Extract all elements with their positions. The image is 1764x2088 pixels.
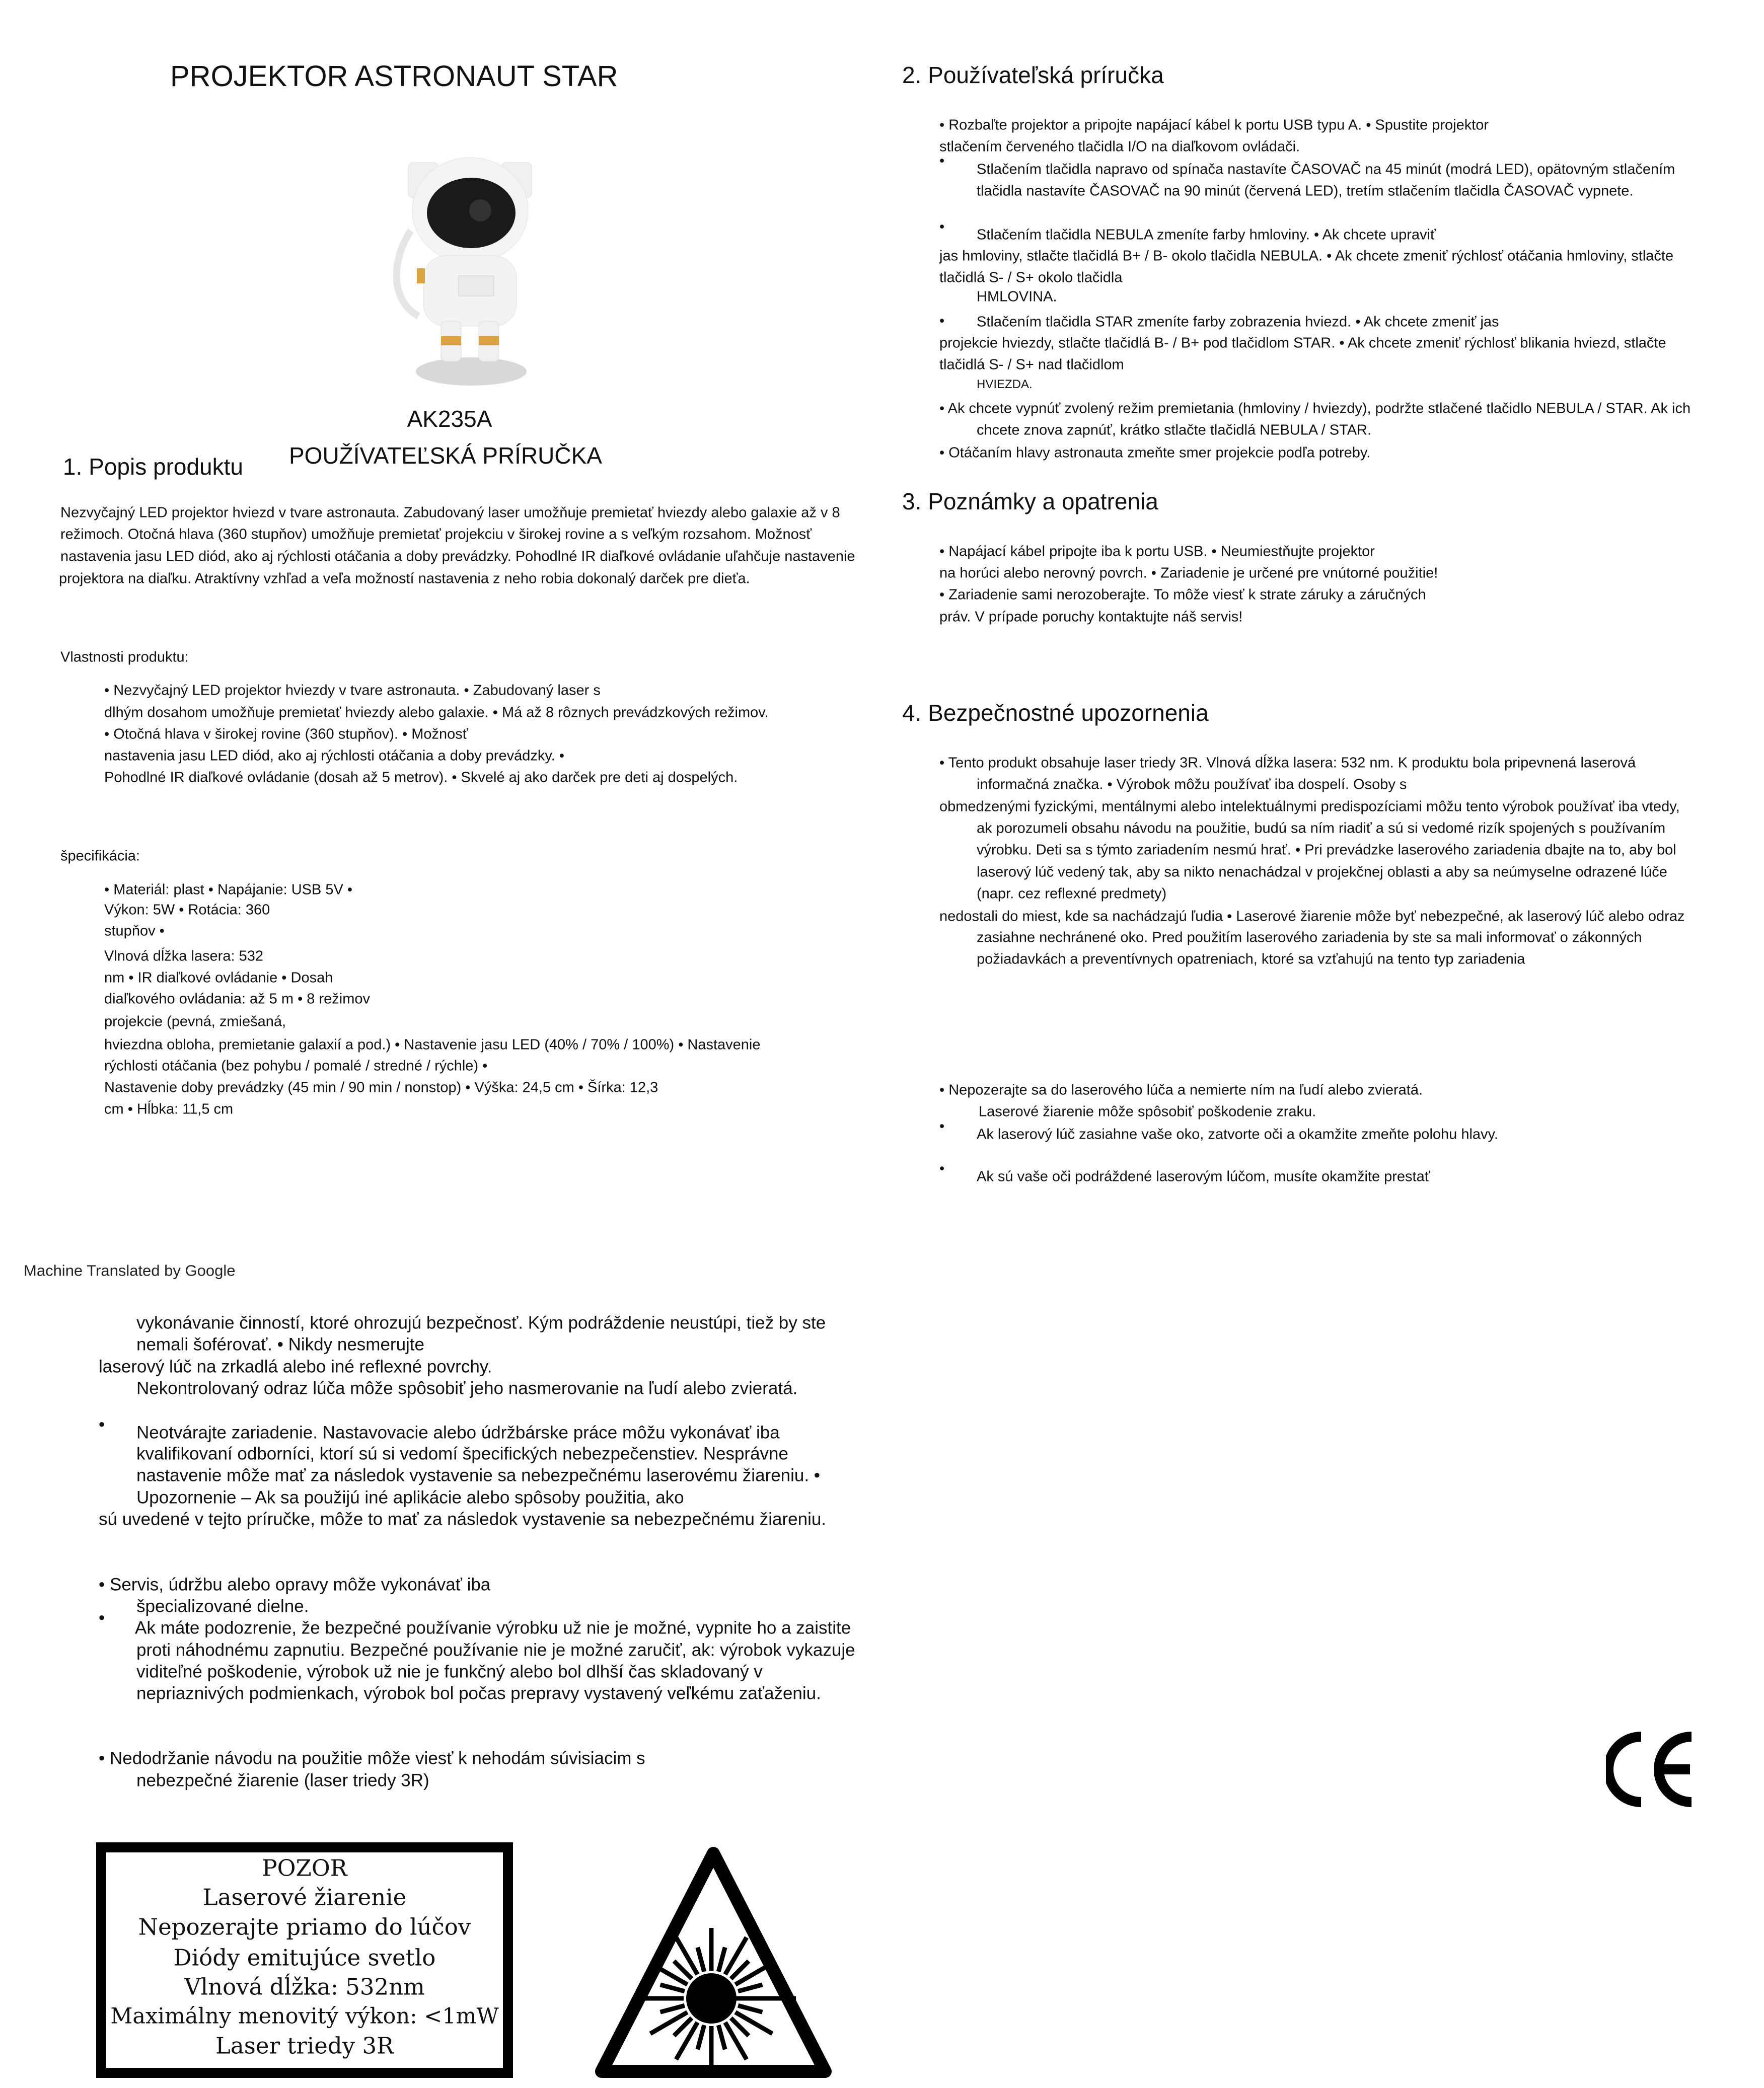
text-line: projektora na diaľku. Atraktívny vzhľad a veľa možností nastavenia z neho robia dokonalý darček pre dieťa.	[59, 570, 750, 587]
text-line: nastavenia jasu LED diód, ako aj rýchlosti otáčania a doby prevádzky. Pohodlné IR diaľkové ovládanie uľahčuje nastavenie	[60, 548, 855, 565]
list-item: Vlnová dĺžka lasera: 532	[104, 948, 263, 964]
list-item: • Nezvyčajný LED projektor hviezdy v tvare astronauta. • Zabudovaný laser s	[104, 682, 601, 699]
list-item: výrobku. Deti sa s týmto zariadením nesmú hrať. • Pri prevádzke laserového zariadenia dbajte na to, aby bol	[977, 842, 1676, 858]
ce-mark-icon	[1606, 1732, 1697, 1807]
list-item: nastavenia jasu LED diód, ako aj rýchlosti otáčania a doby prevádzky. •	[104, 748, 564, 764]
list-item: jas hmloviny, stlačte tlačidlá B+ / B- okolo tlačidla NEBULA. • Ak chcete zmeniť rýchlosť otáčania hmloviny, stlačte	[939, 248, 1674, 264]
list-item: Laserové žiarenie môže spôsobiť poškodenie zraku.	[979, 1103, 1316, 1120]
text-line: Nezvyčajný LED projektor hviezd v tvare astronauta. Zabudovaný laser umožňuje premietať hviezdy alebo galaxie až v 8	[60, 504, 840, 521]
model-number: AK235A	[407, 406, 492, 432]
list-item: vykonávanie činností, ktoré ohrozujú bezpečnosť. Kým podráždenie neustúpi, tiež by ste	[136, 1313, 826, 1333]
list-item: HMLOVINA.	[977, 288, 1057, 305]
section-heading-user-guide: 2. Používateľská príručka	[902, 62, 1164, 88]
list-item: Ak máte podozrenie, že bezpečné používanie výrobku už nie je možné, vypnite ho a zaistite	[135, 1618, 851, 1638]
list-item: laserový lúč na zrkadlá alebo iné reflexné povrchy.	[99, 1357, 492, 1377]
laser-hazard-icon	[595, 1842, 832, 2080]
list-item: tlačidlá S- / S+ okolo tlačidla	[939, 269, 1123, 286]
machine-translated-notice: Machine Translated by Google	[24, 1261, 236, 1280]
list-item: dlhým dosahom umožňuje premietať hviezdy alebo galaxie. • Má až 8 rôznych prevádzkových režimov.	[104, 704, 769, 721]
warning-line: Vlnová dĺžka: 532nm	[184, 1973, 425, 2000]
list-item: Stlačením tlačidla napravo od spínača nastavíte ČASOVAČ na 45 minút (modrá LED), opätovným stlačením	[977, 161, 1675, 178]
list-item: stupňov •	[104, 923, 165, 939]
list-item: • Nedodržanie návodu na použitie môže viesť k nehodám súvisiacim s	[99, 1748, 645, 1768]
list-item: projekcie hviezdy, stlačte tlačidlá B- / B+ pod tlačidlom STAR. • Ak chcete zmeniť rýchlosť blikania hviezd, stlačte	[939, 335, 1666, 351]
list-item: nemali šoférovať. • Nikdy nesmerujte	[136, 1334, 424, 1355]
list-item: • Otáčaním hlavy astronauta zmeňte smer projekcie podľa potreby.	[939, 444, 1371, 461]
list-item: Stlačením tlačidla NEBULA zmeníte farby hmloviny. • Ak chcete upraviť	[977, 227, 1436, 243]
laser-ray	[718, 1948, 725, 1972]
list-item: • Zariadenie sami nerozoberajte. To môže viesť k strate záruky a záručných	[939, 586, 1426, 603]
laser-ray	[660, 1985, 685, 1991]
warning-line: Diódy emitujúce svetlo	[173, 1944, 436, 1971]
list-item: nastavenie môže mať za následok vystavenie sa nebezpečnému laserovému žiareniu. •	[136, 1465, 821, 1485]
list-item: tlačidlá S- / S+ nad tlačidlom	[939, 356, 1124, 373]
list-item: • Napájací kábel pripojte iba k portu USB. • Neumiestňujte projektor	[939, 543, 1375, 560]
warning-line: Laserové žiarenie	[202, 1884, 407, 1911]
list-item: chcete znova zapnúť, krátko stlačte tlačidlá NEBULA / STAR.	[977, 422, 1372, 438]
list-item: Upozornenie – Ak sa použijú iné aplikácie alebo spôsoby použitia, ako	[136, 1487, 684, 1508]
list-item: laserový lúč vedený tak, aby sa nikto nenachádzal v projekčnej oblasti a aby sa neúmyselne odrazené lúče	[977, 864, 1667, 880]
list-item: stlačením červeného tlačidla I/O na diaľkovom ovládači.	[939, 138, 1300, 155]
section-heading-safety: 4. Bezpečnostné upozornenia	[902, 700, 1209, 726]
specification-label: špecifikácia:	[60, 848, 140, 864]
warning-line: Maximálny menovitý výkon: <1mW	[110, 2003, 499, 2029]
manual-subtitle: POUŽÍVATEĽSKÁ PRÍRUČKA	[289, 442, 602, 469]
section-heading-product-description: 1. Popis produktu	[63, 454, 244, 480]
list-item: rýchlosti otáčania (bez pohybu / pomalé / stredné / rýchle) •	[104, 1058, 488, 1074]
document-title: PROJEKTOR ASTRONAUT STAR	[170, 60, 618, 93]
list-item: obmedzenými fyzickými, mentálnymi alebo intelektuálnymi predispozíciami môžu tento výrobok používať iba vtedy,	[939, 798, 1680, 815]
list-item: informačná značka. • Výrobok môžu používať iba dospelí. Osoby s	[977, 776, 1407, 793]
list-item: tlačidla nastavíte ČASOVAČ na 90 minút (červená LED), tretím stlačením tlačidla ČASOVAČ vypnete.	[977, 183, 1634, 199]
bullet: •	[939, 218, 945, 235]
section-heading-notes: 3. Poznámky a opatrenia	[902, 488, 1158, 514]
astronaut-product-image	[371, 150, 568, 393]
bullet: •	[99, 1608, 105, 1628]
warning-line: POZOR	[262, 1854, 347, 1882]
list-item: projekcie (pevná, zmiešaná,	[104, 1013, 286, 1030]
list-item: proti náhodnému zapnutiu. Bezpečné používanie nie je možné zaručiť, ak: výrobok vykazuje	[136, 1640, 855, 1660]
list-item: Ak laserový lúč zasiahne vaše oko, zatvorte oči a okamžite zmeňte polohu hlavy.	[977, 1126, 1498, 1143]
list-item: Výkon: 5W • Rotácia: 360	[104, 902, 270, 918]
warning-line: Nepozerajte priamo do lúčov	[138, 1913, 471, 1941]
bullet: •	[99, 1414, 105, 1435]
laser-ray	[698, 2025, 704, 2049]
laser-warning-label	[96, 1842, 513, 2078]
list-item: zasiahne nechránené oko. Pred použitím laserového zariadenia by ste sa mali informovať o zákonných	[977, 929, 1642, 946]
list-item: • Tento produkt obsahuje laser triedy 3R. Vlnová dĺžka lasera: 532 nm. K produktu bola pripevnená laserová	[939, 755, 1636, 771]
list-item: Neotvárajte zariadenie. Nastavovacie alebo údržbárske práce môžu vykonávať iba	[136, 1423, 780, 1443]
list-item: cm • Hĺbka: 11,5 cm	[104, 1101, 234, 1117]
bullet: •	[939, 153, 945, 169]
list-item: • Otočná hlava v širokej rovine (360 stupňov). • Možnosť	[104, 726, 468, 742]
list-item: • Servis, údržbu alebo opravy môže vykonávať iba	[99, 1575, 491, 1595]
list-item: práv. V prípade poruchy kontaktujte náš servis!	[939, 609, 1243, 625]
bullet: •	[939, 313, 945, 329]
warning-line: Laser triedy 3R	[215, 2032, 394, 2059]
list-item: Pohodlné IR diaľkové ovládanie (dosah až 5 metrov). • Skvelé aj ako darček pre deti aj dospelých.	[104, 769, 738, 786]
laser-ray	[718, 2025, 725, 2049]
list-item: nebezpečné žiarenie (laser triedy 3R)	[136, 1770, 429, 1791]
list-item: nm • IR diaľkové ovládanie • Dosah	[104, 970, 333, 986]
list-item: viditeľné poškodenie, výrobok už nie je funkčný alebo bol dlhší čas skladovaný v	[136, 1662, 763, 1682]
bullet: •	[939, 1160, 945, 1177]
list-item: HVIEZDA.	[977, 378, 1033, 391]
list-item: špecializované dielne.	[136, 1596, 309, 1616]
features-label: Vlastnosti produktu:	[60, 649, 189, 665]
list-item: Ak sú vaše oči podráždené laserovým lúčom, musíte okamžite prestať	[977, 1168, 1430, 1185]
laser-ray	[660, 2005, 685, 2012]
list-item: na horúci alebo nerovný povrch. • Zariadenie je určené pre vnútorné použitie!	[939, 565, 1438, 581]
list-item: sú uvedené v tejto príručke, môže to mať za následok vystavenie sa nebezpečnému žiareniu.	[99, 1509, 827, 1529]
list-item: • Rozbaľte projektor a pripojte napájací kábel k portu USB typu A. • Spustite projektor	[939, 117, 1489, 133]
list-item: nedostali do miest, kde sa nachádzajú ľudia • Laserové žiarenie môže byť nebezpečné, ak laserový lúč alebo odraz	[939, 908, 1685, 925]
laser-ray	[738, 1985, 762, 1991]
list-item: nepriaznivých podmienkach, výrobok bol počas prepravy vystavený veľkému zaťaženiu.	[136, 1683, 821, 1703]
bullet: •	[939, 1118, 945, 1135]
text-line: režimoch. Otočná hlava (360 stupňov) umožňuje premietať projekciu v širokej rovine a s veľkým rozsahom. Možnosť	[60, 526, 812, 543]
list-item: (napr. cez reflexné predmety)	[977, 885, 1167, 902]
list-item: hviezdna obloha, premietanie galaxií a pod.) • Nastavenie jasu LED (40% / 70% / 100%) • Nastavenie	[104, 1036, 761, 1053]
laser-ray	[698, 1948, 704, 1972]
list-item: Stlačením tlačidla STAR zmeníte farby zobrazenia hviezd. • Ak chcete zmeniť jas	[977, 314, 1499, 330]
list-item: Nekontrolovaný odraz lúča môže spôsobiť jeho nasmerovanie na ľudí alebo zvieratá.	[136, 1378, 798, 1398]
list-item: Nastavenie doby prevádzky (45 min / 90 min / nonstop) • Výška: 24,5 cm • Šírka: 12,3	[104, 1079, 658, 1096]
list-item: požiadavkách a preventívnych opatreniach, ktoré sa vzťahujú na tento typ zariadenia	[977, 951, 1525, 967]
laser-ray	[738, 2005, 762, 2012]
list-item: kvalifikovaní odborníci, ktorí sú si vedomí špecifických nebezpečenstiev. Nesprávne	[136, 1444, 788, 1464]
list-item: • Materiál: plast • Napájanie: USB 5V •	[104, 881, 353, 898]
list-item: diaľkového ovládania: až 5 m • 8 režimov	[104, 991, 370, 1007]
list-item: • Nepozerajte sa do laserového lúča a nemierte ním na ľudí alebo zvieratá.	[939, 1082, 1423, 1098]
list-item: ak porozumeli obsahu návodu na použitie, budú sa ním riadiť a sú si vedomé rizík spojených s používaním	[977, 820, 1666, 837]
list-item: • Ak chcete vypnúť zvolený režim premietania (hmloviny / hviezdy), podržte stlačené tlačidlo NEBULA / STAR. Ak ich	[939, 400, 1691, 417]
